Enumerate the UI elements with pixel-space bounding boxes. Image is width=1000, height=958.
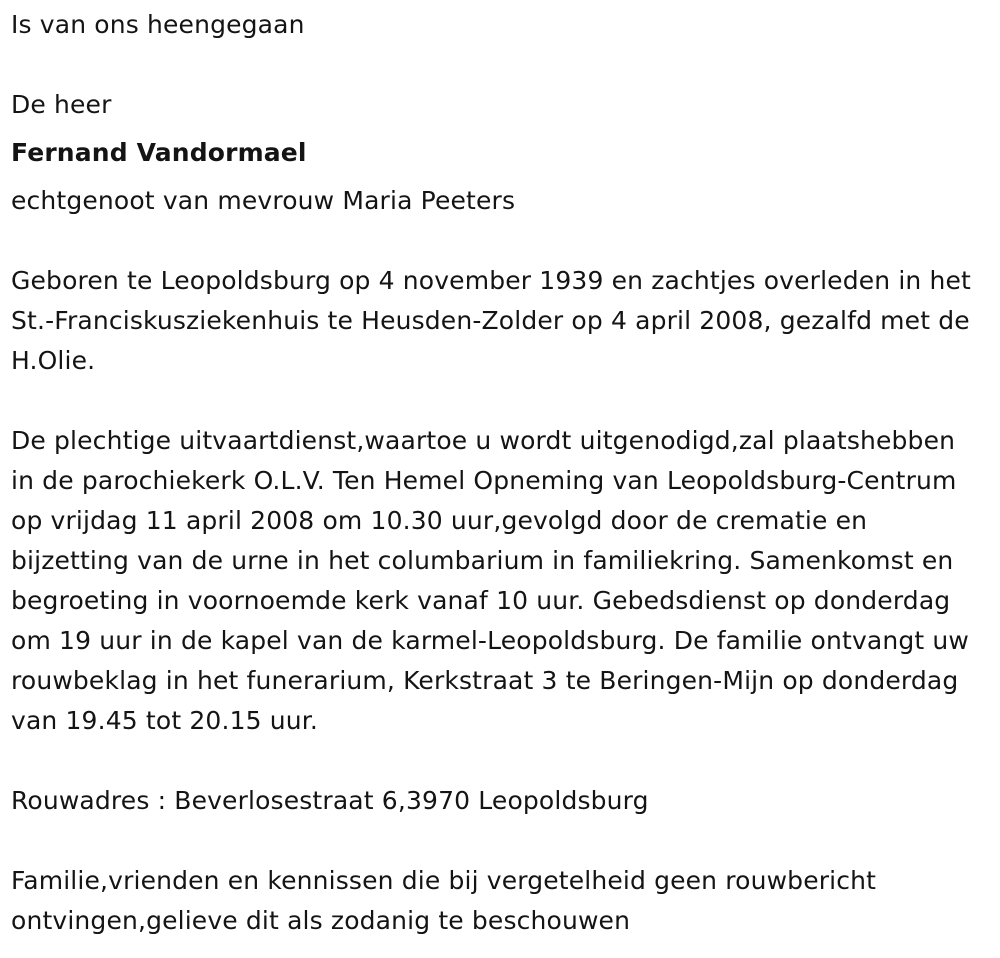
address-line: Rouwadres : Beverlosestraat 6,3970 Leopoldsburg: [11, 786, 649, 815]
spouse-line: echtgenoot van mevrouw Maria Peeters: [11, 186, 516, 215]
title-line: De heer: [11, 90, 112, 119]
deceased-name: Fernand Vandormael: [11, 138, 307, 167]
funeral-paragraph: De plechtige uitvaartdienst,waartoe u wordt uitgenodigd,zal plaatshebben in de parochiekerk O.L.V. Ten Hemel Opneming van Leopoldsburg-Centrum op vrijdag 11 april 2008 om 10.30 uur,gevolgd door de crematie en bijzetting van de urne in het columbarium in familiekring. Samenkomst en begroeting in voornoemde kerk vanaf 10 uur. Gebedsdienst op donderdag om 19 uur in de kapel van de karmel-Leopoldsburg. De familie ontvangt uw rouwbeklag in het funerarium, Kerkstraat 3 te Beringen-Mijn op donderdag van 19.45 tot 20.15 uur.: [11, 426, 970, 735]
birth-death-paragraph: Geboren te Leopoldsburg op 4 november 1939 en zachtjes overleden in het St.-Franciskusziekenhuis te Heusden-Zolder op 4 april 2008, gezalfd met de H.Olie.: [11, 266, 972, 375]
closing-paragraph: Familie,vrienden en kennissen die bij vergetelheid geen rouwbericht ontvingen,gelieve dit als zodanig te beschouwen: [11, 866, 877, 935]
announcement-line: Is van ons heengegaan: [11, 10, 305, 39]
